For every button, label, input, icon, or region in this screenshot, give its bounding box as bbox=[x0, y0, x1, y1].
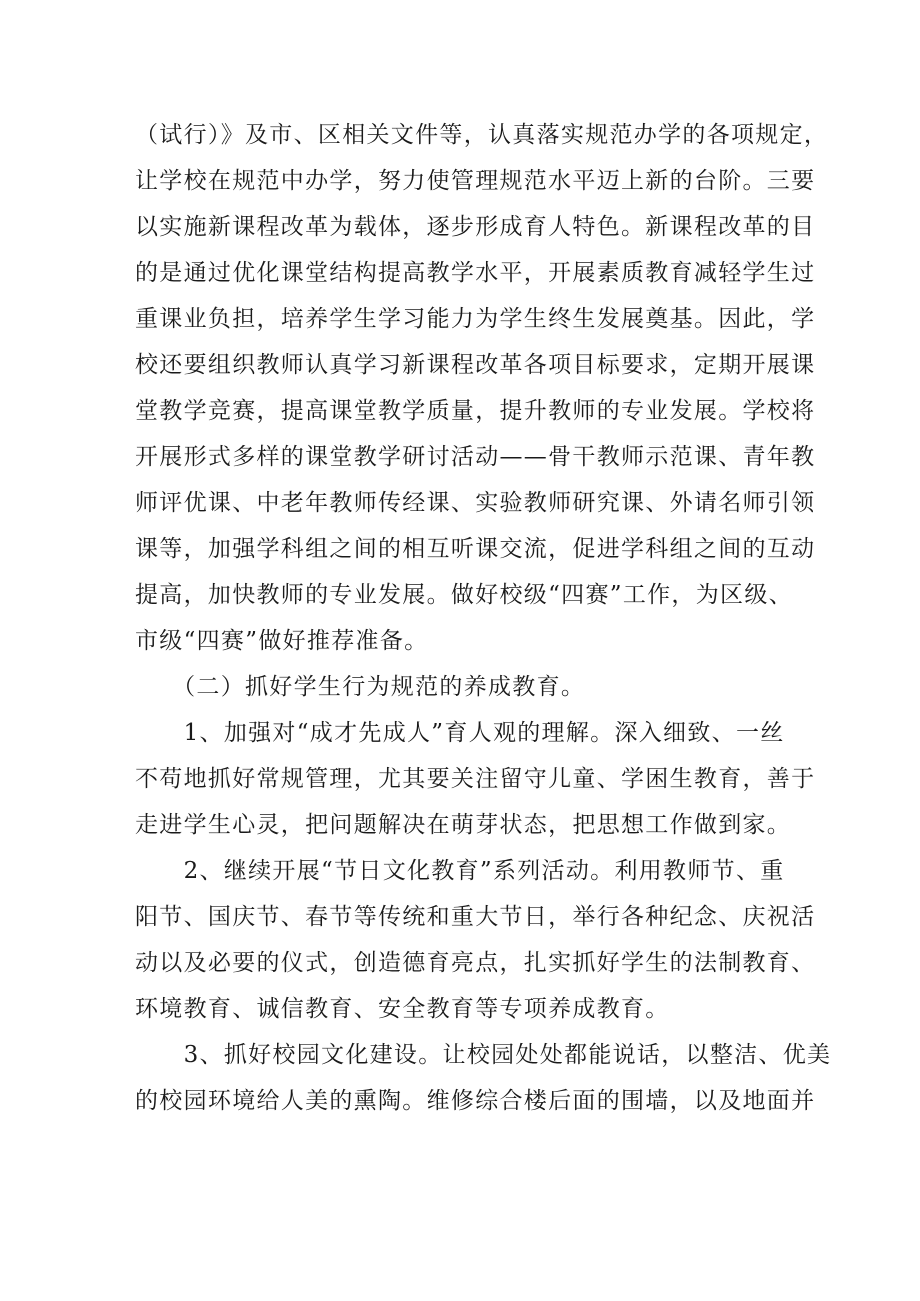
text-line: 3、抓好校园文化建设。让校园处处都能说话，以整洁、优美 bbox=[135, 1042, 832, 1068]
text-line: 不苟地抓好常规管理，尤其要关注留守儿童、学困生教育，善于 bbox=[135, 766, 816, 792]
text-line: 以实施新课程改革为载体，逐步形成育人特色。新课程改革的目 bbox=[135, 214, 816, 240]
text-line: 的是通过优化课堂结构提高教学水平，开展素质教育减轻学生过 bbox=[135, 260, 816, 286]
text-line: 的校园环境给人美的熏陶。维修综合楼后面的围墙，以及地面并 bbox=[135, 1088, 816, 1114]
text-line: 重课业负担，培养学生学习能力为学生终生发展奠基。因此，学 bbox=[135, 306, 816, 332]
text-line: 堂教学竞赛，提高课堂教学质量，提升教师的专业发展。学校将 bbox=[135, 398, 816, 424]
text-line: 师评优课、中老年教师传经课、实验教师研究课、外请名师引领 bbox=[135, 490, 816, 516]
text-line: 动以及必要的仪式，创造德育亮点，扎实抓好学生的法制教育、 bbox=[135, 950, 816, 976]
text-line: 1、加强对“成才先成人”育人观的理解。深入细致、一丝 bbox=[135, 720, 785, 746]
document-body bbox=[135, 112, 832, 1124]
text-line: 校还要组织教师认真学习新课程改革各项目标要求，定期开展课 bbox=[135, 352, 816, 378]
section-heading: （二）抓好学生行为规范的养成教育。 bbox=[135, 674, 586, 700]
text-line: （试行）》及市、区相关文件等，认真落实规范办学的各项规定， bbox=[135, 122, 829, 148]
text-line: 让学校在规范中办学，努力使管理规范水平迈上新的台阶。三要 bbox=[135, 168, 816, 194]
text-line: 2、继续开展“节日文化教育”系列活动。利用教师节、重 bbox=[135, 858, 785, 884]
text-line: 课等，加强学科组之间的相互听课交流，促进学科组之间的互动 bbox=[135, 536, 816, 562]
text-line: 走进学生心灵，把问题解决在萌芽状态，把思想工作做到家。 bbox=[135, 812, 792, 838]
text-line: 市级“四赛”做好推荐准备。 bbox=[135, 628, 429, 654]
text-line: 阳节、国庆节、春节等传统和重大节日，举行各种纪念、庆祝活 bbox=[135, 904, 816, 930]
text-line: 开展形式多样的课堂教学研讨活动——骨干教师示范课、青年教 bbox=[135, 444, 816, 470]
text-line: 提高，加快教师的专业发展。做好校级“四赛”工作，为区级、 bbox=[135, 582, 793, 608]
text-line: 环境教育、诚信教育、安全教育等专项养成教育。 bbox=[135, 996, 670, 1022]
